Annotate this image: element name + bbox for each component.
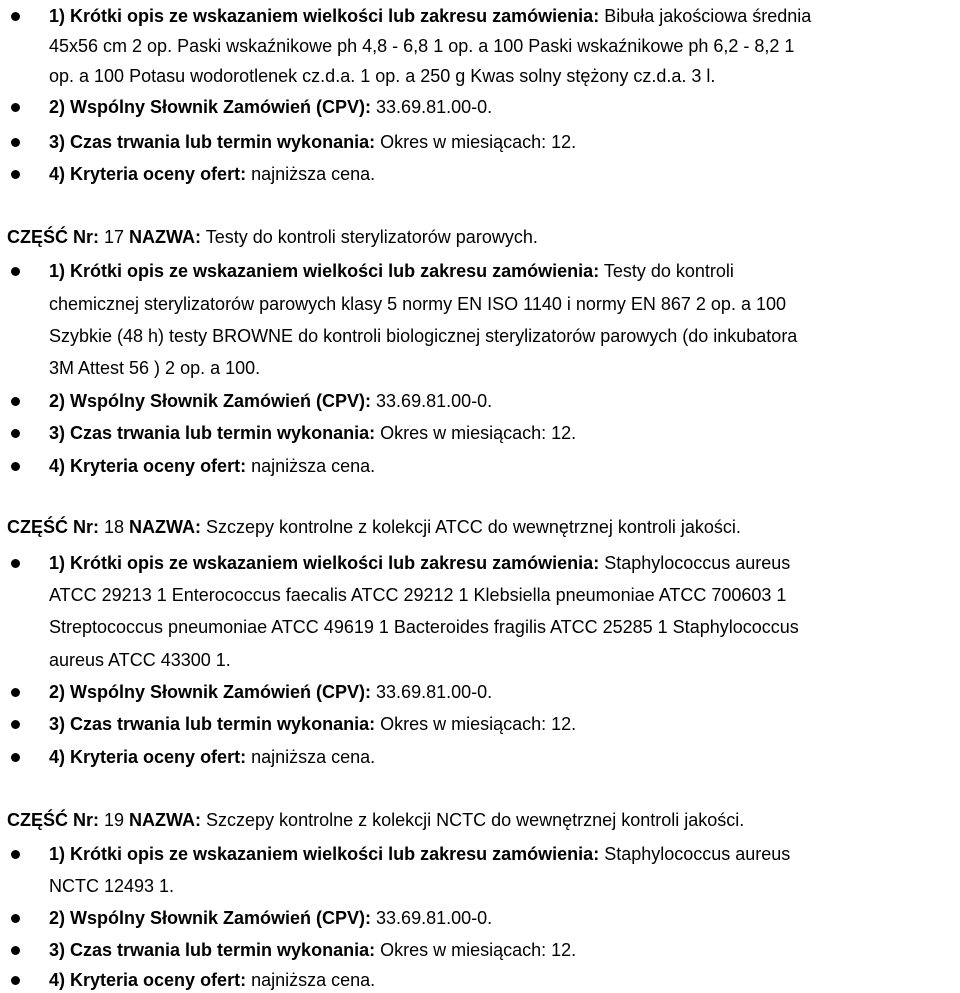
description-continuation: 45x56 cm 2 op. Paski wskaźnikowe ph 4,8 - 6,8 1 op. a 100 Paski wskaźnikowe ph 6,2 - 8,2 1 xyxy=(49,36,795,56)
description-continuation: NCTC 12493 1. xyxy=(49,876,175,896)
description-continuation: 3M Attest 56 ) 2 op. a 100. xyxy=(49,358,261,378)
criteria-value: najniższa cena. xyxy=(246,456,376,476)
description-continuation: op. a 100 Potasu wodorotlenek cz.d.a. 1 op. a 250 g Kwas solny stężony cz.d.a. 3 l. xyxy=(49,66,716,86)
description-continuation: ATCC 29213 1 Enterococcus faecalis ATCC 29212 1 Klebsiella pneumoniae ATCC 700603 1 xyxy=(49,585,787,605)
bullet-icon xyxy=(11,753,20,762)
label-description: 1) Krótki opis ze wskazaniem wielkości lub zakresu zamówienia: xyxy=(49,844,600,864)
list-item-cpv xyxy=(49,390,960,412)
part-name: Szczepy kontrolne z kolekcji NCTC do wewnętrznej kontroli jakości. xyxy=(201,810,745,830)
time-value: Okres w miesiącach: 12. xyxy=(375,940,577,960)
description-continuation: Szybkie (48 h) testy BROWNE do kontroli biologicznej sterylizatorów parowych (do inkubatora xyxy=(49,326,798,346)
list-item-criteria xyxy=(49,746,960,768)
label-cpv: 2) Wspólny Słownik Zamówień (CPV): xyxy=(49,97,372,117)
cpv-value: 33.69.81.00-0. xyxy=(371,908,493,928)
label-time: 3) Czas trwania lub termin wykonania: xyxy=(49,423,376,443)
list-item-criteria xyxy=(49,969,960,991)
bullet-icon xyxy=(11,559,20,568)
list-item-description xyxy=(49,5,960,27)
bullet-icon xyxy=(11,462,20,471)
label-criteria: 4) Kryteria oceny ofert: xyxy=(49,747,247,767)
part-name: Testy do kontroli sterylizatorów parowych. xyxy=(201,227,538,247)
label-cpv: 2) Wspólny Słownik Zamówień (CPV): xyxy=(49,908,372,928)
list-item-cpv xyxy=(49,96,960,118)
description-text: Staphylococcus aureus xyxy=(599,553,791,573)
part-name-label: NAZWA: xyxy=(129,227,202,247)
list-item-time xyxy=(49,713,960,735)
list-item-cpv xyxy=(49,681,960,703)
label-criteria: 4) Kryteria oceny ofert: xyxy=(49,164,247,184)
label-criteria: 4) Kryteria oceny ofert: xyxy=(49,970,247,990)
label-cpv: 2) Wspólny Słownik Zamówień (CPV): xyxy=(49,682,372,702)
label-time: 3) Czas trwania lub termin wykonania: xyxy=(49,132,376,152)
label-criteria: 4) Kryteria oceny ofert: xyxy=(49,456,247,476)
list-item-criteria xyxy=(49,163,960,185)
cpv-value: 33.69.81.00-0. xyxy=(371,97,493,117)
part-heading xyxy=(7,226,960,248)
label-cpv: 2) Wspólny Słownik Zamówień (CPV): xyxy=(49,391,372,411)
bullet-icon xyxy=(11,914,20,923)
part-number: 17 xyxy=(99,227,130,247)
criteria-value: najniższa cena. xyxy=(246,747,376,767)
part-nr-label: CZĘŚĆ Nr: xyxy=(7,227,100,247)
list-item-time xyxy=(49,422,960,444)
time-value: Okres w miesiącach: 12. xyxy=(375,714,577,734)
bullet-icon xyxy=(11,688,20,697)
bullet-icon xyxy=(11,103,20,112)
cpv-value: 33.69.81.00-0. xyxy=(371,682,493,702)
bullet-icon xyxy=(11,170,20,179)
time-value: Okres w miesiącach: 12. xyxy=(375,132,577,152)
criteria-value: najniższa cena. xyxy=(246,970,376,990)
part-heading xyxy=(7,809,960,831)
cpv-value: 33.69.81.00-0. xyxy=(371,391,493,411)
bullet-icon xyxy=(11,946,20,955)
bullet-icon xyxy=(11,267,20,276)
part-nr-label: CZĘŚĆ Nr: xyxy=(7,810,100,830)
part-number: 19 xyxy=(99,810,130,830)
part-heading xyxy=(7,516,960,538)
description-text: Testy do kontroli xyxy=(599,261,734,281)
bullet-icon xyxy=(11,976,20,985)
list-item-description xyxy=(49,552,960,574)
list-item-time xyxy=(49,939,960,961)
list-item-cpv xyxy=(49,907,960,929)
bullet-icon xyxy=(11,850,20,859)
label-time: 3) Czas trwania lub termin wykonania: xyxy=(49,714,376,734)
description-text: Staphylococcus aureus xyxy=(599,844,791,864)
list-item-time xyxy=(49,131,960,153)
bullet-icon xyxy=(11,138,20,147)
part-number: 18 xyxy=(99,517,130,537)
bullet-icon xyxy=(11,429,20,438)
label-description: 1) Krótki opis ze wskazaniem wielkości lub zakresu zamówienia: xyxy=(49,553,600,573)
label-description: 1) Krótki opis ze wskazaniem wielkości lub zakresu zamówienia: xyxy=(49,6,600,26)
part-nr-label: CZĘŚĆ Nr: xyxy=(7,517,100,537)
bullet-icon xyxy=(11,12,20,21)
part-name-label: NAZWA: xyxy=(129,517,202,537)
part-name-label: NAZWA: xyxy=(129,810,202,830)
part-name: Szczepy kontrolne z kolekcji ATCC do wewnętrznej kontroli jakości. xyxy=(201,517,741,537)
list-item-description xyxy=(49,260,960,282)
description-continuation: Streptococcus pneumoniae ATCC 49619 1 Bacteroides fragilis ATCC 25285 1 Staphylococcus xyxy=(49,617,799,637)
bullet-icon xyxy=(11,397,20,406)
description-continuation: chemicznej sterylizatorów parowych klasy 5 normy EN ISO 1140 i normy EN 867 2 op. a 100 xyxy=(49,294,786,314)
time-value: Okres w miesiącach: 12. xyxy=(375,423,577,443)
criteria-value: najniższa cena. xyxy=(246,164,376,184)
description-continuation: aureus ATCC 43300 1. xyxy=(49,650,231,670)
list-item-description xyxy=(49,843,960,865)
label-time: 3) Czas trwania lub termin wykonania: xyxy=(49,940,376,960)
label-description: 1) Krótki opis ze wskazaniem wielkości lub zakresu zamówienia: xyxy=(49,261,600,281)
list-item-criteria xyxy=(49,455,960,477)
description-text: Bibuła jakościowa średnia xyxy=(599,6,812,26)
bullet-icon xyxy=(11,720,20,729)
